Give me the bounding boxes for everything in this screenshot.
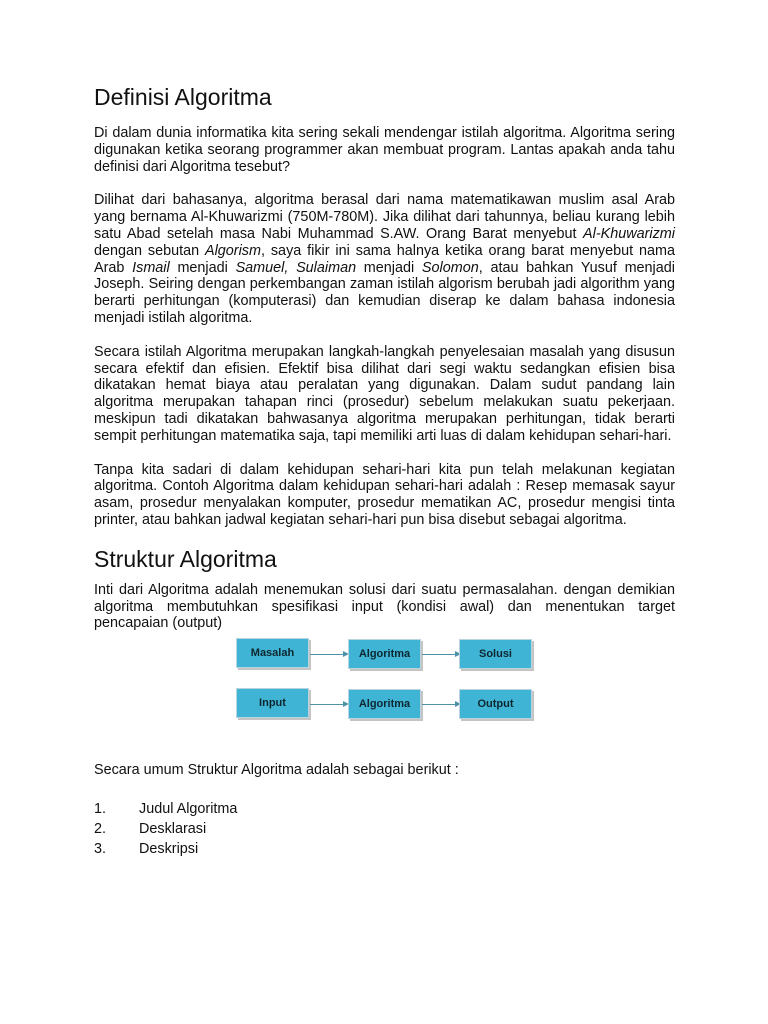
list-text: Judul Algoritma — [139, 800, 238, 817]
diagram-box-masalah: Masalah — [236, 638, 309, 668]
list-item — [94, 819, 675, 839]
list-number: 1. — [94, 800, 107, 817]
diagram-box-algoritma-1: Algoritma — [348, 639, 421, 669]
list-text: Deskripsi — [139, 840, 199, 857]
diagram-arrow — [422, 704, 456, 705]
document-page — [94, 82, 675, 859]
list-text: Desklarasi — [139, 820, 207, 837]
text-run: menjadi — [356, 259, 422, 276]
text-run: , atau bahkan Yusuf menjadi Joseph. Seiring dengan perkembangan zaman istilah algorism berubah jadi algorithm yang berarti perhitungan (komputerasi) dan kemudian diserap ke dalam bahasa indonesia menjadi istilah algoritma. — [94, 259, 675, 326]
text-run: , saya fikir ini sama halnya ketika orang barat menyebut nama Arab — [94, 242, 675, 276]
diagram-box-solusi: Solusi — [459, 639, 532, 669]
paragraph-struktur-intro: Inti dari Algoritma adalah menemukan solusi dari suatu permasalahan. dengan demikian algoritma membutuhkan spesifikasi input (kondisi awal) dan menentukan target pencapaian (output) — [94, 581, 675, 632]
paragraph-examples: Tanpa kita sadari di dalam kehidupan sehari-hari kita pun telah melakunan kegiatan algoritma. Contoh Algoritma dalam kehidupan sehari-hari adalah : Resep memasak sayur asam, prosedur menyalakan komputer, prosedur mematikan AC, prosedur mengisi tinta printer, atau bahkan jadwal kegiatan sehari-hari pun bisa disebut sebagai algoritma. — [94, 461, 675, 528]
structure-list — [94, 799, 675, 859]
italic-term: Al-Khuwarizmi — [583, 225, 675, 242]
italic-term: Samuel, Sulaiman — [235, 259, 357, 276]
paragraph-intro: Di dalam dunia informatika kita sering sekali mendengar istilah algoritma. Algoritma sering digunakan ketika seorang programmer akan membuat program. Lantas apakah anda tahu definisi dari Algoritma tesebut? — [94, 125, 675, 175]
list-number: 2. — [94, 820, 107, 837]
list-number: 3. — [94, 840, 107, 857]
section-title-struktur: Struktur Algoritma — [94, 545, 277, 572]
italic-term: Ismail — [132, 259, 170, 276]
diagram-box-output: Output — [459, 689, 532, 719]
list-item — [94, 799, 675, 819]
text-run: dengan sebutan — [94, 242, 205, 259]
paragraph-etymology — [94, 192, 675, 326]
italic-term: Algorism — [205, 242, 261, 259]
section-title-definisi: Definisi Algoritma — [94, 84, 272, 110]
diagram-arrow — [310, 704, 344, 705]
text-run: menjadi — [169, 259, 236, 276]
paragraph-definition: Secara istilah Algoritma merupakan langkah-langkah penyelesaian masalah yang disusun secara efektif dan efisien. Efektif bisa dilihat dari segi waktu sedangkan efisien bisa dikatakan hemat biaya atau peralatan yang digunakan. Dalam sudut pandang lain algoritma merupakan tahapan rinci (prosedur) sebelum melakukan suatu pekerjaan. meskipun tadi dikatakan bahwasanya algoritma merupakan perhitungan, tidak berarti sempit perhitungan matematika saja, tapi memiliki arti luas di dalam kehidupan sehari-hari. — [94, 343, 675, 444]
text-run: Dilihat dari bahasanya, algoritma berasal dari nama matematikawan muslim asal Arab yang bernama Al-Khuwarizmi (750M-780M). Jika dilihat dari tahunnya, beliau kurang lebih satu Abad setelah masa Nabi Muhammad S.AW. Orang Barat menyebut — [94, 192, 675, 242]
flow-diagram — [94, 638, 675, 746]
list-item — [94, 839, 675, 859]
paragraph-list-intro: Secara umum Struktur Algoritma adalah sebagai berikut : — [94, 762, 459, 779]
diagram-box-algoritma-2: Algoritma — [348, 689, 421, 719]
italic-term: Solomon — [421, 259, 479, 276]
diagram-box-input: Input — [236, 688, 309, 718]
diagram-arrow — [422, 654, 456, 655]
diagram-arrow — [310, 654, 344, 655]
